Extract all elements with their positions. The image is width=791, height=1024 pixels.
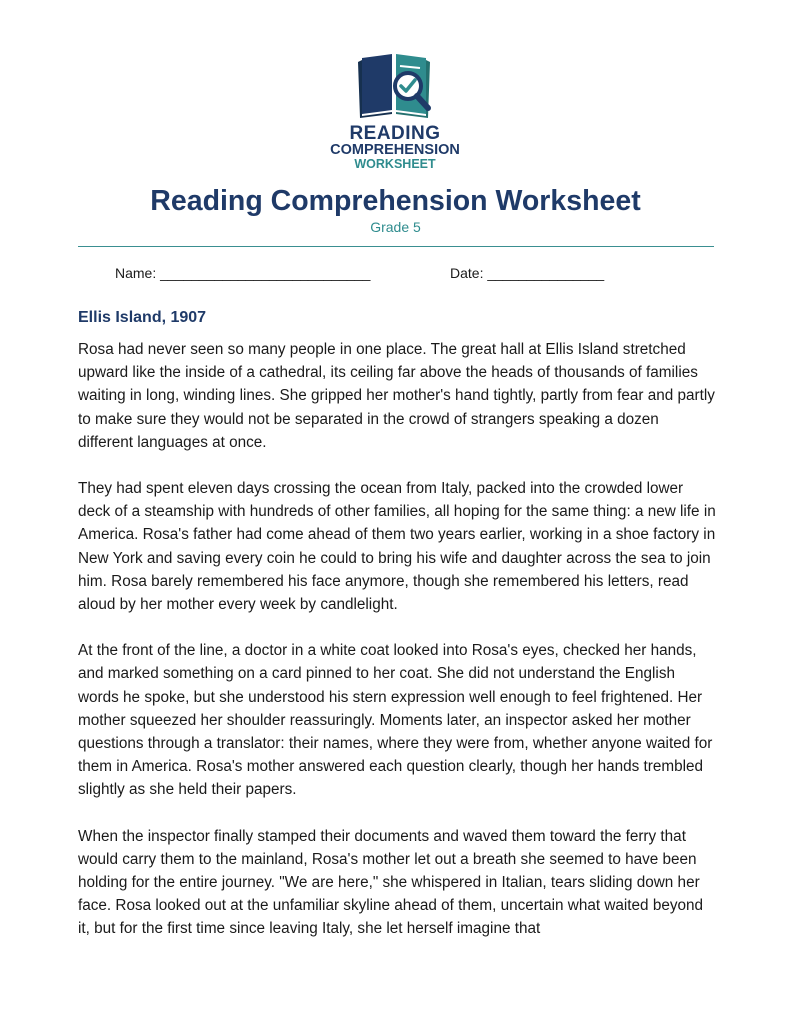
logo-text-comprehension: COMPREHENSION — [330, 142, 460, 158]
passage-paragraph-1: Rosa had never seen so many people in one place. The great hall at Ellis Island stretched upward like the inside of a cathedral, its ceiling far above the heads of thousands of families waiting in long, winding lines. She gripped her mother's hand tightly, partly from fear and partly to make sure they would not be separated in the crowd of strangers speaking a dozen different languages at once. — [78, 341, 715, 451]
passage-paragraph-3: At the front of the line, a doctor in a white coat looked into Rosa's eyes, checked her hands, and marked something on a card pinned to her coat. She did not understand the English words he spoke, but she understood his stern expression well enough to feel frightened. Her mother squeezed her shoulder reassuringly. Moments later, an inspector asked her mother questions through a translator: their names, where they were from, whether anyone waited for them in America. Rosa's mother answered each question clearly, though her hands trembled slightly as she held their papers. — [78, 642, 713, 799]
logo-text-worksheet: WORKSHEET — [354, 157, 436, 171]
name-field[interactable]: Name: ___________________________ — [115, 265, 371, 281]
date-field[interactable]: Date: _______________ — [450, 265, 605, 281]
book-magnifier-check-icon — [350, 52, 440, 120]
logo-text-reading: READING — [349, 123, 441, 144]
header-divider — [78, 246, 714, 247]
passage-paragraph-2: They had spent eleven days crossing the ocean from Italy, packed into the crowded lower deck of a steamship with hundreds of other families, all hoping for the same thing: a new life in America. Rosa's father had come ahead of them two years earlier, working in a shoe factory in New York and saving every coin he could to bring his wife and daughter across the sea to join him. Rosa barely remembered his face anymore, though she remembered his letters, read aloud by her mother every week by candlelight. — [78, 480, 716, 614]
passage-paragraph-4: When the inspector finally stamped their documents and waved them toward the ferry that would carry them to the mainland, Rosa's mother let out a breath she seemed to have been holding for the entire journey. "We are here," she whispered in Italian, tears sliding down her face. Rosa looked out at the unfamiliar skyline ahead of them, uncertain what waited beyond it, but for the first time since leaving Italy, she let herself imagine that — [78, 827, 703, 938]
grade-subtitle: Grade 5 — [370, 219, 421, 235]
passage-body — [78, 338, 718, 964]
page-title: Reading Comprehension Worksheet — [150, 185, 641, 217]
passage-heading: Ellis Island, 1907 — [78, 309, 207, 326]
logo — [305, 52, 485, 174]
